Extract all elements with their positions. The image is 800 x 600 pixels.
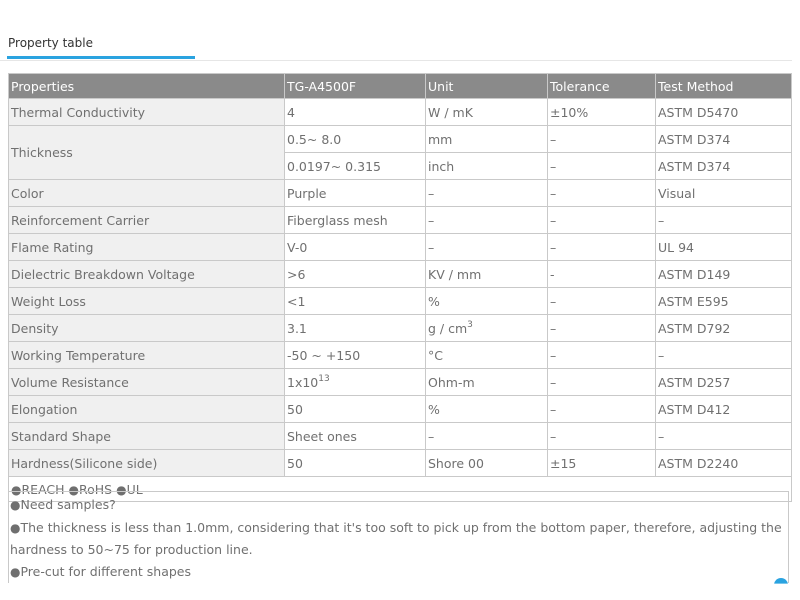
table-row [9, 99, 792, 126]
property-tolerance: ±15 [548, 450, 656, 477]
property-unit: – [426, 234, 548, 261]
header-test-method: Test Method [656, 74, 792, 99]
property-method: ASTM D374 [656, 126, 792, 153]
certification-rohs: RoHS [79, 481, 113, 497]
property-value: 0.5~ 8.0 [285, 126, 426, 153]
property-name: Color [9, 180, 285, 207]
property-tolerance: – [548, 396, 656, 423]
property-tolerance: – [548, 207, 656, 234]
table-header-row [9, 74, 792, 99]
property-name: Weight Loss [9, 288, 285, 315]
property-value: 50 [285, 450, 426, 477]
property-value: 3.1 [285, 315, 426, 342]
property-tolerance: – [548, 288, 656, 315]
property-unit: Shore 00 [426, 450, 548, 477]
table-row [9, 261, 792, 288]
property-method: – [656, 342, 792, 369]
table-row [9, 396, 792, 423]
note-need-samples[interactable]: Need samples? [20, 497, 116, 512]
property-method: ASTM D257 [656, 369, 792, 396]
property-name: Reinforcement Carrier [9, 207, 285, 234]
property-tolerance: – [548, 234, 656, 261]
tab-property-table[interactable]: Property table [8, 36, 93, 50]
note-item [10, 494, 787, 517]
property-tolerance: – [548, 423, 656, 450]
property-value: <1 [285, 288, 426, 315]
property-value: 0.0197~ 0.315 [285, 153, 426, 180]
table-row [9, 180, 792, 207]
property-value: 50 [285, 396, 426, 423]
property-name: Hardness(Silicone side) [9, 450, 285, 477]
property-method: Visual [656, 180, 792, 207]
header-unit: Unit [426, 74, 548, 99]
bullet-icon: ● [10, 520, 21, 535]
property-unit: KV / mm [426, 261, 548, 288]
property-value-cell [285, 369, 426, 396]
property-method: ASTM E595 [656, 288, 792, 315]
bullet-icon: ● [68, 482, 79, 497]
header-product: TG-A4500F [285, 74, 426, 99]
table-row [9, 423, 792, 450]
note-item [10, 517, 787, 540]
property-method: – [656, 207, 792, 234]
table-row [9, 234, 792, 261]
bullet-icon: ● [10, 498, 21, 512]
scroll-to-top-button[interactable] [774, 578, 788, 592]
property-name: Density [9, 315, 285, 342]
certification-ul: UL [126, 481, 143, 497]
property-unit: °C [426, 342, 548, 369]
note-item [10, 561, 787, 584]
note-item-continued [10, 539, 787, 561]
table-row [9, 288, 792, 315]
header-tolerance: Tolerance [548, 74, 656, 99]
property-method: ASTM D149 [656, 261, 792, 288]
property-unit: inch [426, 153, 548, 180]
property-value: >6 [285, 261, 426, 288]
property-tolerance: – [548, 369, 656, 396]
property-name: Dielectric Breakdown Voltage [9, 261, 285, 288]
property-unit: mm [426, 126, 548, 153]
table-row [9, 126, 792, 153]
property-table [8, 73, 792, 502]
property-name: Volume Resistance [9, 369, 285, 396]
property-tolerance: – [548, 315, 656, 342]
property-value: -50 ~ +150 [285, 342, 426, 369]
table-row [9, 342, 792, 369]
value-superscript: 13 [318, 373, 330, 384]
tab-bar [0, 30, 792, 61]
bullet-icon: ● [11, 482, 22, 497]
property-unit-cell [426, 315, 548, 342]
bullet-icon: ● [10, 564, 21, 579]
table-row [9, 369, 792, 396]
property-tolerance: ±10% [548, 99, 656, 126]
property-unit: % [426, 396, 548, 423]
table-row [9, 207, 792, 234]
property-unit: % [426, 288, 548, 315]
property-value: Purple [285, 180, 426, 207]
property-name: Thickness [9, 126, 285, 180]
property-value: 1x10 [287, 374, 319, 390]
property-method: ASTM D374 [656, 153, 792, 180]
property-unit: – [426, 423, 548, 450]
property-method: ASTM D5470 [656, 99, 792, 126]
property-tolerance: – [548, 153, 656, 180]
property-method: ASTM D412 [656, 396, 792, 423]
property-tolerance: - [548, 261, 656, 288]
certification-reach: REACH [21, 481, 65, 497]
active-tab-indicator [7, 56, 195, 59]
property-unit: Ohm-m [426, 369, 548, 396]
property-unit: – [426, 180, 548, 207]
property-unit: – [426, 207, 548, 234]
note-pre-cut: Pre-cut for different shapes [20, 563, 191, 579]
property-method: UL 94 [656, 234, 792, 261]
property-name: Thermal Conductivity [9, 99, 285, 126]
property-method: – [656, 423, 792, 450]
property-tolerance: – [548, 126, 656, 153]
property-tolerance: – [548, 342, 656, 369]
note-thickness-continued: hardness to 50~75 for production line. [10, 542, 253, 557]
property-method: ASTM D2240 [656, 450, 792, 477]
property-tolerance: – [548, 180, 656, 207]
property-unit: W / mK [426, 99, 548, 126]
table-row [9, 450, 792, 477]
property-value: V-0 [285, 234, 426, 261]
unit-superscript: 3 [467, 319, 473, 330]
property-value: Fiberglass mesh [285, 207, 426, 234]
property-unit: g / cm [428, 320, 468, 336]
note-thickness: The thickness is less than 1.0mm, considering that it's too soft to pick up from the bottom paper, therefore, adjusting the [20, 519, 782, 535]
property-value: Sheet ones [285, 423, 426, 450]
property-method: ASTM D792 [656, 315, 792, 342]
property-name: Standard Shape [9, 423, 285, 450]
header-properties: Properties [9, 74, 285, 99]
property-name: Flame Rating [9, 234, 285, 261]
property-value: 4 [285, 99, 426, 126]
property-name: Working Temperature [9, 342, 285, 369]
property-name: Elongation [9, 396, 285, 423]
table-row [9, 315, 792, 342]
bullet-icon: ● [116, 482, 127, 497]
notes-box [8, 491, 789, 583]
